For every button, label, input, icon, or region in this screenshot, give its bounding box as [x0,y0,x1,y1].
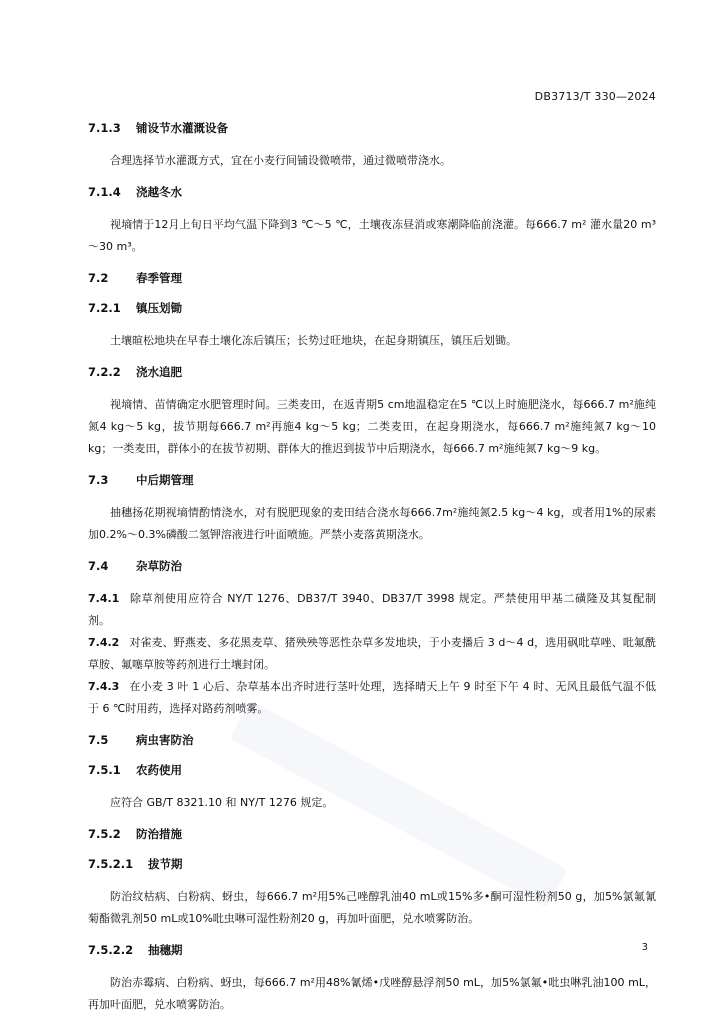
section-paragraph: 土壤暄松地块在早春土壤化冻后镇压；长势过旺地块，在起身期镇压，镇压后划锄。 [110,334,517,347]
section-paragraph: 防治赤霉病、白粉病、蚜虫，每666.7 m²用48%氰烯•戊唑醇悬浮剂50 mL，加5%氯氟•吡虫啉乳油100 mL，再加叶面肥，兑水喷雾防治。 [88,976,656,1011]
section-paragraph: 抽穗扬花期视墒情酌情浇水，对有脱肥现象的麦田结合浇水每666.7m²施纯氮2.5 kg～4 kg，或者用1%的尿素加0.2%～0.3%磷酸二氢钾溶液进行叶面喷施。严禁小麦落黄期浇水。 [88,506,656,541]
section-heading-7-4 [88,558,656,574]
section-title: 抽穗期 [148,943,183,957]
section-title: 农药使用 [136,763,182,777]
section-heading-7-5-2 [88,826,656,842]
clause-text: 在小麦 3 叶 1 心后、杂草基本出齐时进行茎叶处理，选择晴天上午 9 时至下午 4 时、无风且最低气温不低于 6 ℃时用药，选择对路药剂喷雾。 [88,680,656,715]
section-title: 浇越冬水 [136,185,182,199]
section-paragraph: 视墒情、苗情确定水肥管理时间。三类麦田，在返青期5 cm地温稳定在5 ℃以上时施肥浇水，每666.7 m²施纯氮4 kg～5 kg，拔节期每666.7 m²再施4 kg～5 kg；二类麦田，在起身期浇水，每666.7 m²施纯氮7 kg～10 kg；一类麦田，群体小的在拔节初期、群体大的推迟到拔节中后期浇水，每666.7 m²施纯氮7 kg～9 kg。 [88,398,656,455]
section-paragraph: 防治纹枯病、白粉病、蚜虫，每666.7 m²用5%己唑醇乳油40 mL或15%多•酮可湿性粉剂50 g，加5%氯氟氰菊酯微乳剂50 mL或10%吡虫啉可湿性粉剂20 g，再加叶面肥，兑水喷雾防治。 [88,890,656,925]
section-heading-7-2-1 [88,300,656,316]
section-title: 杂草防治 [136,559,182,573]
page-number: 3 [641,942,648,953]
section-title: 铺设节水灌溉设备 [136,121,228,135]
section-number: 7.5.1 [88,763,121,777]
section-paragraph: 应符合 GB/T 8321.10 和 NY/T 1276 规定。 [110,796,334,809]
clause-item [88,632,656,676]
section-number: 7.1.3 [88,121,121,135]
section-title: 中后期管理 [136,473,194,487]
section-heading-7-5 [88,732,656,748]
clause-item [88,588,656,632]
section-title: 镇压划锄 [136,301,182,315]
clause-text: 除草剂使用应符合 NY/T 1276、DB37/T 3940、DB37/T 3998 规定。严禁使用甲基二磺隆及其复配制剂。 [88,592,656,627]
clause-number: 7.4.2 [88,636,120,649]
section-paragraph: 合理选择节水灌溉方式，宜在小麦行间铺设微喷带，通过微喷带浇水。 [110,154,451,167]
section-title: 拔节期 [148,857,183,871]
section-number: 7.5 [88,733,109,747]
clause-number: 7.4.1 [88,592,120,605]
section-number: 7.2.1 [88,301,121,315]
section-heading-7-1-3 [88,120,656,136]
section-number: 7.3 [88,473,109,487]
section-heading-7-5-2-1 [88,856,656,872]
section-number: 7.1.4 [88,185,121,199]
section-heading-7-5-1 [88,762,656,778]
section-number: 7.5.2.2 [88,943,134,957]
clause-text: 对雀麦、野燕麦、多花黑麦草、猪殃殃等恶性杂草多发地块，于小麦播后 3 d～4 d，选用砜吡草唑、吡氟酰草胺、氟噻草胺等药剂进行土壤封闭。 [88,636,656,671]
clause-number: 7.4.3 [88,680,120,693]
section-title: 病虫害防治 [136,733,194,747]
document-body [88,120,656,1028]
section-heading-7-2-2 [88,364,656,380]
section-heading-7-2 [88,270,656,286]
section-heading-7-5-2-2 [88,942,656,958]
section-heading-7-3 [88,472,656,488]
section-title: 防治措施 [136,827,182,841]
section-number: 7.2 [88,271,109,285]
clause-item [88,676,656,720]
section-title: 浇水追肥 [136,365,182,379]
section-number: 7.4 [88,559,109,573]
section-number: 7.5.2.1 [88,857,134,871]
section-number: 7.2.2 [88,365,121,379]
section-paragraph: 视墒情于12月上旬日平均气温下降到3 ℃～5 ℃，土壤夜冻昼消或寒潮降临前浇灌。每666.7 m² 灌水量20 m³～30 m³。 [88,218,656,253]
section-heading-7-1-4 [88,184,656,200]
weed-control-items [88,588,656,720]
section-title: 春季管理 [136,271,182,285]
section-number: 7.5.2 [88,827,121,841]
document-code: DB3713/T 330—2024 [534,90,656,103]
